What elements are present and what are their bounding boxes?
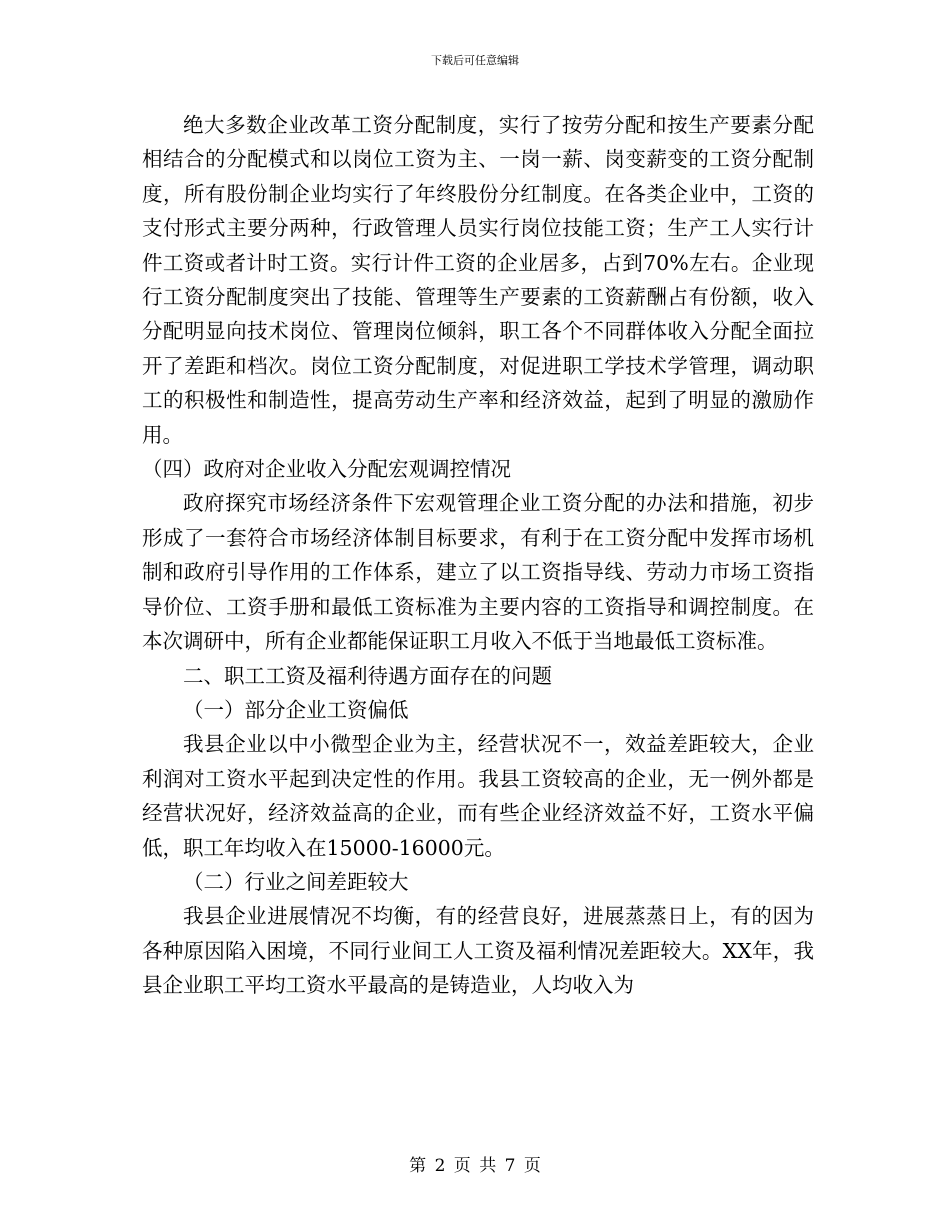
paragraph-wage-reform: 绝大多数企业改革工资分配制度，实行了按劳分配和按生产要素分配相结合的分配模式和以岗位工资为主、一岗一薪、岗变薪变的工资分配制度，所有股份制企业均实行了年终股份分红制度。在各类企业中，工资的支付形式主要分两种，行政管理人员实行岗位技能工资；生产工人实行计件工资或者计时工资。实行计件工资的企业居多，占到70%左右。企业现行工资分配制度突出了技能、管理等生产要素的工资薪酬占有份额，收入分配明显向技术岗位、管理岗位倾斜，职工各个不同群体收入分配全面拉开了差距和档次。岗位工资分配制度，对促进职工学技术学管理，调动职工的积极性和制造性，提高劳动生产率和经济效益，起到了明显的激励作用。 — [142, 113, 814, 447]
document-body — [142, 108, 814, 1003]
section-heading-government-control: （四）政府对企业收入分配宏观调控情况 — [142, 457, 511, 482]
paragraph-industry-gap: 我县企业进展情况不均衡，有的经营良好，进展蒸蒸日上，有的因为各种原因陷入困境，不同行业间工人工资及福利情况差距较大。XX年，我县企业职工平均工资水平最高的是铸造业，人均收入为 — [142, 904, 814, 998]
paragraph-low-wages: 我县企业以中小微型企业为主，经营状况不一，效益差距较大，企业利润对工资水平起到决定性的作用。我县工资较高的企业，无一例外都是经营状况好，经济效益高的企业，而有些企业经济效益不好，工资水平偏低，职工年均收入在15000-16000元。 — [142, 732, 814, 860]
subheading-industry-gap: （二）行业之间差距较大 — [183, 869, 409, 894]
paragraph-government-control: 政府探究市场经济条件下宏观管理企业工资分配的办法和措施，初步形成了一套符合市场经济体制目标要求，有利于在工资分配中发挥市场机制和政府引导作用的工作体系，建立了以工资指导线、劳动力市场工资指导价位、工资手册和最低工资标准为主要内容的工资指导和调控制度。在本次调研中，所有企业都能保证职工月收入不低于当地最低工资标准。 — [142, 491, 814, 654]
section-heading-problems: 二、职工工资及福利待遇方面存在的问题 — [183, 663, 552, 688]
page-footer: 第 2 页 共 7 页 — [409, 1156, 541, 1176]
subheading-low-wages: （一）部分企业工资偏低 — [183, 697, 409, 722]
page-header: 下载后可任意编辑 — [431, 54, 519, 67]
